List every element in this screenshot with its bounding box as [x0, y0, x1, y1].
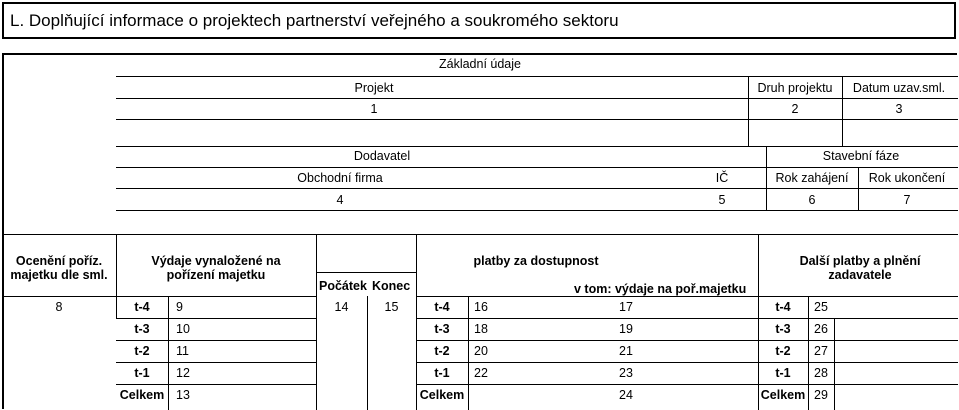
row-label: t-4 [134, 300, 150, 314]
row-avail: 22 [474, 366, 488, 380]
row-avail: 18 [474, 322, 488, 336]
supplier-header: Dodavatel [353, 149, 411, 163]
start-label: Rok zahájení [775, 171, 849, 185]
row-of-which: 19 [619, 322, 633, 336]
divider [316, 234, 317, 410]
divider [416, 384, 958, 385]
row-other: 27 [814, 344, 828, 358]
row-label: t-4 [775, 300, 791, 314]
firm-label: Obchodní firma [297, 171, 383, 185]
divider [416, 362, 958, 363]
divider [116, 146, 958, 147]
divider [168, 296, 169, 410]
ic-label: IČ [715, 171, 729, 185]
row-other: 26 [814, 322, 828, 336]
divider [116, 167, 958, 168]
of-which-label: v tom: výdaje na poř.majetku [574, 282, 747, 296]
divider [116, 362, 316, 363]
divider [842, 76, 843, 146]
page-title: L. Doplňující informace o projektech partnerství veřejného a soukromého sektoru [10, 11, 619, 30]
row-label: t-3 [434, 322, 450, 336]
end-label: Konec [372, 279, 411, 293]
valuation-num: 8 [55, 300, 63, 314]
divider [2, 234, 958, 235]
divider [116, 98, 958, 99]
row-other: 28 [814, 366, 828, 380]
valuation-label-2: majetku dle sml. [10, 268, 108, 282]
type-num: 2 [791, 102, 799, 116]
divider [758, 296, 958, 297]
row-label: Celkem [419, 388, 465, 402]
divider [116, 119, 958, 120]
divider [116, 210, 958, 211]
basic-header: Základní údaje [438, 57, 521, 71]
row-of-which: 17 [619, 300, 633, 314]
expenses-label-2: pořízení majetku [166, 268, 266, 282]
row-exp: 13 [176, 388, 190, 402]
divider [834, 318, 835, 410]
row-label: t-4 [434, 300, 450, 314]
end-num: 7 [903, 193, 911, 207]
other-label-1: Další platby a plnění [799, 254, 921, 268]
row-label: t-3 [775, 322, 791, 336]
row-exp: 9 [176, 300, 183, 314]
valuation-label-1: Ocenění poříz. [15, 254, 103, 268]
row-label: t-1 [134, 366, 150, 380]
start-num: 14 [334, 300, 349, 314]
row-of-which: 23 [619, 366, 633, 380]
expenses-label-1: Výdaje vynaložené na [151, 254, 281, 268]
row-exp: 12 [176, 366, 190, 380]
row-label: t-3 [134, 322, 150, 336]
divider [116, 76, 958, 77]
row-exp: 11 [176, 344, 189, 358]
divider [766, 146, 767, 210]
date-label: Datum uzav.sml. [852, 81, 946, 95]
type-label: Druh projektu [757, 81, 833, 95]
divider [858, 167, 859, 210]
project-label: Projekt [354, 81, 394, 95]
row-label: Celkem [119, 388, 165, 402]
row-other: 29 [814, 388, 828, 402]
divider [808, 296, 809, 410]
divider [316, 272, 416, 273]
divider [416, 340, 958, 341]
divider [116, 318, 316, 319]
row-of-which: 21 [619, 344, 633, 358]
phase-header: Stavební fáze [822, 149, 900, 163]
start-label: Počátek [319, 279, 367, 293]
firm-num: 4 [336, 193, 344, 207]
divider [116, 384, 316, 385]
row-label: t-2 [775, 344, 791, 358]
divider [468, 296, 469, 410]
divider [416, 318, 958, 319]
start-num: 6 [808, 193, 816, 207]
divider [116, 188, 958, 189]
divider [2, 296, 316, 297]
row-avail: 16 [474, 300, 488, 314]
row-of-which: 24 [619, 388, 633, 402]
row-label: t-1 [775, 366, 791, 380]
availability-header: platby za dostupnost [473, 254, 599, 268]
end-label: Rok ukončení [868, 171, 946, 185]
row-label: t-2 [134, 344, 150, 358]
ic-num: 5 [718, 193, 726, 207]
project-num: 1 [370, 102, 378, 116]
divider [116, 340, 316, 341]
end-num: 15 [384, 300, 399, 314]
row-label: Celkem [760, 388, 806, 402]
row-avail: 20 [474, 344, 488, 358]
row-other: 25 [814, 300, 828, 314]
row-label: t-2 [434, 344, 450, 358]
row-label: t-1 [434, 366, 450, 380]
row-exp: 10 [176, 322, 190, 336]
other-label-2: zadavatele [828, 268, 892, 282]
divider [748, 76, 749, 146]
date-num: 3 [895, 102, 903, 116]
